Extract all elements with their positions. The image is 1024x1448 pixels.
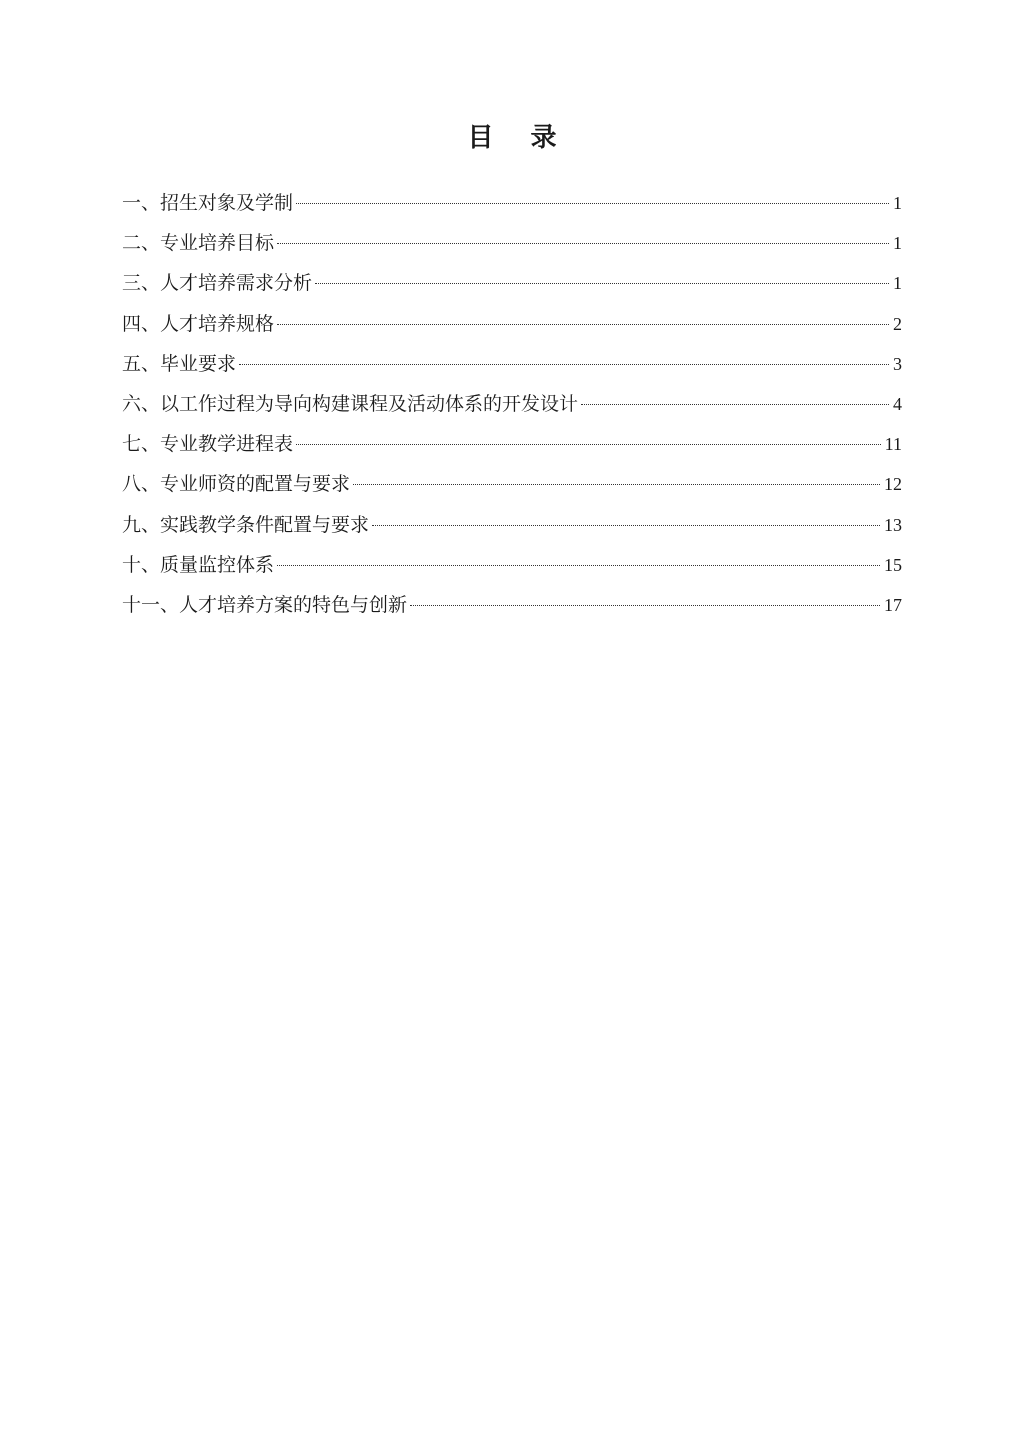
dot-leader — [277, 324, 889, 325]
toc-title: 目 录 — [467, 123, 571, 153]
toc-entry-label: 三、人才培养需求分析 — [122, 272, 313, 295]
toc-entry-label: 八、专业师资的配置与要求 — [122, 473, 351, 496]
toc-entry-5[interactable] — [122, 347, 902, 387]
dot-leader — [239, 364, 889, 365]
dot-leader — [296, 203, 889, 204]
dot-leader — [296, 444, 881, 445]
toc-entry-7[interactable] — [122, 427, 902, 467]
toc-entry-2[interactable] — [122, 226, 902, 266]
toc-entry-page: 2 — [893, 313, 902, 334]
toc-entry-page: 15 — [884, 554, 902, 575]
toc-entry-page: 13 — [884, 514, 902, 535]
toc-entry-label: 五、毕业要求 — [122, 352, 237, 375]
dot-leader — [277, 565, 880, 566]
toc-entry-label: 十、质量监控体系 — [122, 553, 275, 576]
toc-entry-page: 12 — [884, 474, 902, 495]
toc-entry-6[interactable] — [122, 387, 902, 427]
dot-leader — [581, 404, 889, 405]
toc-entry-9[interactable] — [122, 508, 902, 548]
toc-entry-8[interactable] — [122, 467, 902, 507]
toc-entry-page: 11 — [884, 434, 902, 455]
table-of-contents — [122, 186, 902, 628]
dot-leader — [372, 525, 880, 526]
dot-leader — [277, 243, 889, 244]
dot-leader — [315, 283, 889, 284]
toc-entry-label: 一、招生对象及学制 — [122, 192, 294, 214]
toc-entry-3[interactable] — [122, 266, 902, 306]
toc-entry-page: 1 — [893, 233, 902, 254]
toc-entry-label: 九、实践教学条件配置与要求 — [122, 513, 370, 536]
toc-entry-11[interactable] — [122, 588, 902, 628]
toc-entry-page: 17 — [884, 594, 902, 615]
toc-entry-label: 四、人才培养规格 — [122, 312, 275, 335]
toc-entry-label: 七、专业教学进程表 — [122, 433, 294, 456]
toc-entry-page: 1 — [893, 273, 902, 294]
dot-leader — [353, 484, 880, 485]
toc-entry-4[interactable] — [122, 307, 902, 347]
toc-entry-page: 3 — [893, 353, 902, 374]
toc-entry-page: 4 — [893, 393, 902, 414]
toc-entry-label: 二、专业培养目标 — [122, 232, 275, 255]
toc-entry-label: 十一、人才培养方案的特色与创新 — [122, 593, 408, 616]
dot-leader — [410, 605, 880, 606]
toc-entry-label: 六、以工作过程为导向构建课程及活动体系的开发设计 — [122, 392, 579, 415]
toc-entry-10[interactable] — [122, 548, 902, 588]
toc-entry-1[interactable] — [122, 186, 902, 226]
toc-entry-page: 1 — [893, 193, 902, 213]
